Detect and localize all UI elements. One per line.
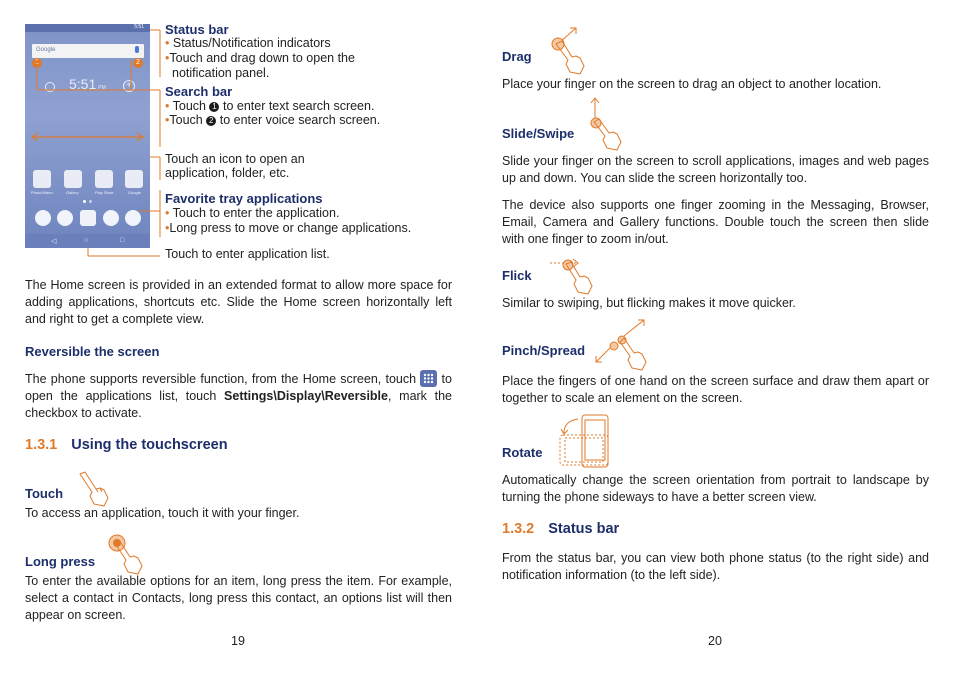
- app-drawer-inline-icon: [420, 370, 437, 387]
- google-logo: Google: [36, 47, 56, 53]
- status-bar-bullet-2-cont: notification panel.: [172, 66, 270, 80]
- app-label-google: Google: [128, 190, 141, 195]
- page-number-left: 19: [231, 634, 245, 648]
- status-bar-bullet-1-text: Status/Notification indicators: [172, 36, 331, 50]
- rotate-gesture-icon: [558, 413, 614, 469]
- status-bar-bullet-2: •Touch and drag down to open the: [165, 51, 355, 65]
- section-heading-1-3-2: [502, 521, 619, 537]
- section-title: Status bar: [548, 521, 620, 537]
- status-bar-text: From the status bar, you can view both phone status (to the right side) and notification information (to the left side).: [502, 551, 929, 582]
- back-icon: ◁: [51, 238, 57, 245]
- long-press-text: To enter the available options for an item, long press the item. For example, select a contact in Contacts, long press this contact, an options list will then appear on screen.: [25, 574, 452, 622]
- status-bar-bullet-2-text: Touch and drag down to open the: [169, 51, 355, 65]
- section-number: 1.3.1: [25, 437, 58, 453]
- home-icon: ○: [84, 237, 89, 244]
- search-bar-callout-title: Search bar: [165, 84, 233, 99]
- icon-callout-line-1: Touch an icon to open an: [165, 152, 305, 166]
- marker-2-ref: 2: [206, 116, 216, 126]
- slide-swipe-text: Slide your finger on the screen to scroll applications, images and web pages up and down. You can slide the screen horizontally too.: [502, 154, 929, 185]
- app-label-gallery: Gallery: [66, 190, 79, 195]
- touch-text: To access an application, touch it with your finger.: [25, 506, 300, 520]
- rotate-text: Automatically change the screen orientation from portrait to landscape by turning the phone sideways to have a better screen view.: [502, 473, 929, 504]
- touch-gesture-icon: [74, 470, 114, 510]
- search-bullet-2-pre: Touch: [169, 113, 203, 127]
- touch-heading: Touch: [25, 486, 64, 501]
- section-heading-1-3-1: [25, 437, 228, 453]
- flick-heading: Flick: [502, 268, 532, 283]
- app-label-photo-video: Photo/Video: [31, 190, 53, 195]
- flick-gesture-icon: [548, 254, 598, 298]
- reversible-text-pre: The phone supports reversible function, from the Home screen, touch: [25, 372, 417, 386]
- rotate-heading: Rotate: [502, 445, 543, 460]
- drag-gesture-icon: [546, 24, 590, 76]
- pinch-spread-gesture-icon: [594, 318, 648, 374]
- icon-callout-line-2: application, folder, etc.: [165, 166, 290, 180]
- reversible-heading: Reversible the screen: [25, 344, 160, 359]
- favorite-tray-callout-title: Favorite tray applications: [165, 191, 323, 206]
- favorite-tray-bullet-1-text: Touch to enter the application.: [172, 206, 340, 220]
- swipe-arrow: [32, 133, 143, 141]
- search-bullet-2-post: to enter voice search screen.: [219, 113, 381, 127]
- recents-icon: □: [120, 237, 125, 244]
- app-list-callout: Touch to enter application list.: [165, 247, 330, 261]
- section-title: Using the touchscreen: [71, 437, 228, 453]
- favorite-tray-bullet-2-text: Long press to move or change applications.: [169, 221, 412, 235]
- phone-clock-time: 5:51: [69, 76, 97, 92]
- long-press-heading: Long press: [25, 554, 96, 569]
- reversible-paragraph: [25, 370, 452, 422]
- search-bar-bullet-2: •Touch 2 to enter voice search screen.: [165, 113, 381, 127]
- page-number-right: 20: [708, 634, 722, 648]
- search-bar-bullet-1: • Touch 1 to enter text search screen.: [165, 99, 375, 113]
- marker-2: 2: [133, 58, 143, 68]
- section-number: 1.3.2: [502, 521, 535, 537]
- slide-swipe-heading: Slide/Swipe: [502, 126, 575, 141]
- status-bar-callout-title: Status bar: [165, 22, 229, 37]
- flick-text: Similar to swiping, but flicking makes it move quicker.: [502, 296, 796, 310]
- pinch-spread-heading: Pinch/Spread: [502, 343, 586, 358]
- marker-1-ref: 1: [209, 102, 219, 112]
- status-bar-bullet-1: • Status/Notification indicators: [165, 36, 331, 50]
- zoom-text: The device also supports one finger zooming in the Messaging, Browser, Email, Camera and Gallery functions. Double touch the screen then slide with one finger to zoom in/out.: [502, 198, 929, 246]
- reversible-text-mid: to open the applications list, touch: [25, 372, 452, 403]
- phone-status-time: 5:51: [134, 24, 144, 30]
- favorite-tray-bullet-2: •Long press to move or change applications.: [165, 221, 412, 235]
- pinch-spread-text: Place the fingers of one hand on the screen surface and draw them apart or together to scale an element on the screen.: [502, 374, 929, 405]
- add-widget-icon: +: [123, 80, 135, 92]
- search-bullet-1-post: to enter text search screen.: [222, 99, 375, 113]
- search-bullet-1-pre: Touch: [172, 99, 206, 113]
- home-screen-paragraph: The Home screen is provided in an extended format to allow more space for adding applications, shortcuts etc. Slide the Home screen horizontally left and right to get a complete view.: [25, 278, 452, 326]
- drag-text: Place your finger on the screen to drag an object to another location.: [502, 77, 882, 91]
- marker-1: 1: [32, 58, 42, 68]
- reversible-text-post: , mark the checkbox to activate.: [25, 389, 453, 420]
- phone-clock-ampm: PM: [98, 85, 106, 91]
- app-label-play-store: Play Store: [95, 190, 114, 195]
- slide-gesture-icon: [585, 96, 625, 152]
- drag-heading: Drag: [502, 49, 532, 64]
- favorite-tray-bullet-1: • Touch to enter the application.: [165, 206, 340, 220]
- reversible-settings-path: Settings\Display\Reversible: [224, 389, 388, 403]
